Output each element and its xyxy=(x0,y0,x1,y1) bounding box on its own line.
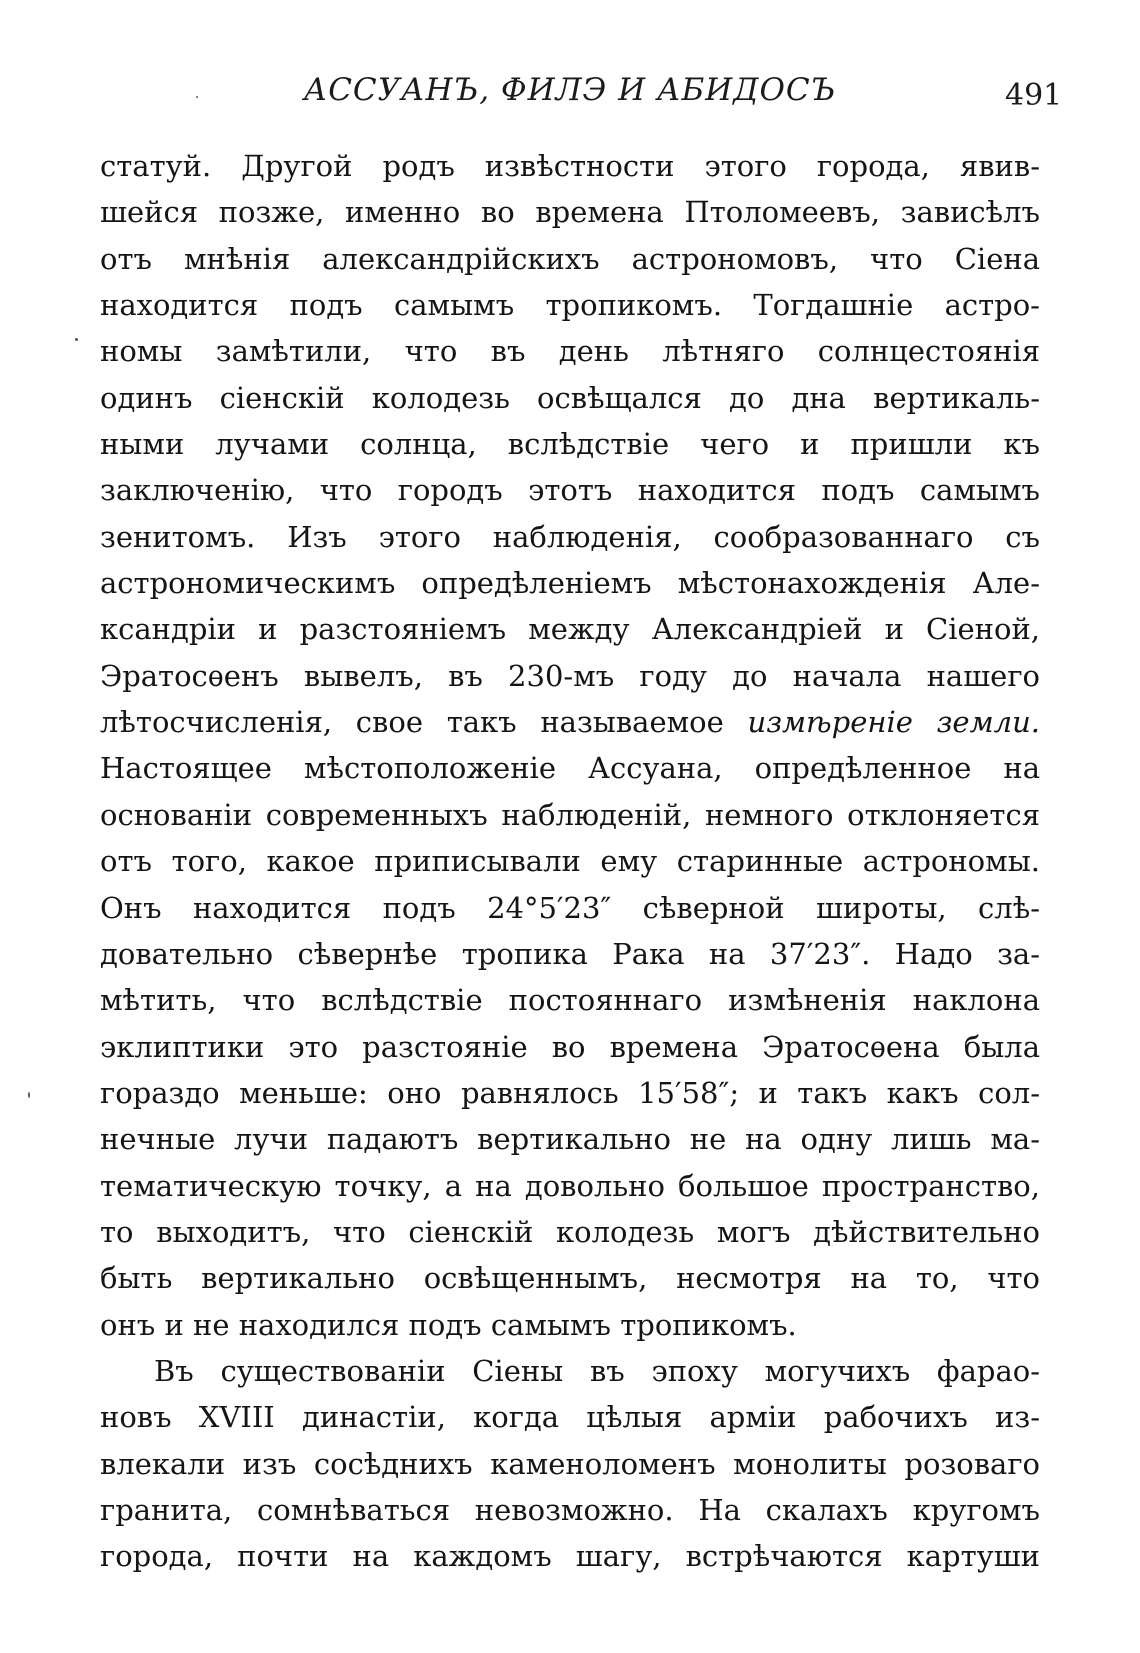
text-line: нечные лучи падаютъ вертикально не на одну лишь ма- xyxy=(100,1122,1040,1157)
text-line: отъ мнѣнія александрійскихъ астрономовъ, что Сіена xyxy=(100,241,1040,276)
text-segment: лѣтосчисленія, свое такъ называемое xyxy=(100,705,748,740)
text-line: шейся позже, именно во времена Птоломеевъ, зависѣлъ xyxy=(100,195,1040,230)
text-line: быть вертикально освѣщеннымъ, несмотря на то, что xyxy=(100,1261,1040,1296)
text-line: гораздо меньше: оно равнялось 15′58″; и такъ какъ сол- xyxy=(100,1075,1040,1110)
page-number: 491 xyxy=(1005,78,1063,113)
text-line: гранита, сомнѣваться невозможно. На скалахъ кругомъ xyxy=(100,1492,1040,1527)
print-speck xyxy=(196,96,198,98)
text-line: основаніи современныхъ наблюденій, немного отклоняется xyxy=(100,797,1040,832)
print-speck xyxy=(75,338,78,341)
text-line: заключенію, что городъ этотъ находится подъ самымъ xyxy=(100,473,1040,508)
text-line: ными лучами солнца, вслѣдствіе чего и пришли къ xyxy=(100,427,1040,462)
paragraph-end-line: онъ и не находился подъ самымъ тропикомъ. xyxy=(100,1307,797,1342)
text-line: влекали изъ сосѣднихъ каменоломенъ монолиты розоваго xyxy=(100,1446,1040,1481)
running-title: АССУАНЪ, ФИЛЭ И АБИДОСЪ xyxy=(303,72,837,108)
text-line: зенитомъ. Изъ этого наблюденія, сообразованнаго съ xyxy=(100,519,1040,554)
text-line: мѣтить, что вслѣдствіе постояннаго измѣненія наклона xyxy=(100,983,1040,1018)
text-line: Настоящее мѣстоположеніе Ассуана, опредѣленное на xyxy=(100,751,1040,786)
text-line: номы замѣтили, что въ день лѣтняго солнцестоянія xyxy=(100,334,1040,369)
text-line: города, почти на каждомъ шагу, встрѣчаются картуши xyxy=(100,1539,1040,1574)
text-line: Эратосѳенъ вывелъ, въ 230-мъ году до начала нашего xyxy=(100,658,1040,693)
text-line: то выходитъ, что сіенскій колодезь могъ дѣйствительно xyxy=(100,1214,1040,1249)
print-speck xyxy=(28,1092,30,1098)
text-line: ксандріи и разстояніемъ между Александріей и Сіеной, xyxy=(100,612,1040,647)
text-line: астрономическимъ опредѣленіемъ мѣстонахожденія Але- xyxy=(100,566,1040,601)
main-text xyxy=(100,143,1040,1580)
emphasized-term: измѣреніе земли. xyxy=(747,705,1040,740)
text-line: довательно сѣвернѣе тропика Рака на 37′23″. Надо за- xyxy=(100,936,1040,971)
text-line: Онъ находится подъ 24°5′23″ сѣверной широты, слѣ- xyxy=(100,890,1040,925)
text-line: тематическую точку, а на довольно большое пространство, xyxy=(100,1168,1040,1203)
text-line: одинъ сіенскій колодезь освѣщался до дна вертикаль- xyxy=(100,380,1040,415)
text-line: отъ того, какое приписывали ему старинные астрономы. xyxy=(100,844,1040,879)
paragraph-first-line: Въ существованіи Сіены въ эпоху могучихъ фарао- xyxy=(154,1353,1040,1388)
text-line-with-emphasis xyxy=(100,699,1040,745)
text-line: эклиптики это разстояніе во времена Эратосѳена была xyxy=(100,1029,1040,1064)
text-line: статуй. Другой родъ извѣстности этого города, явив- xyxy=(100,149,1040,183)
text-line: находится подъ самымъ тропикомъ. Тогдашніе астро- xyxy=(100,288,1040,323)
text-line: новъ XVIII династіи, когда цѣлыя арміи рабочихъ из- xyxy=(100,1400,1040,1435)
